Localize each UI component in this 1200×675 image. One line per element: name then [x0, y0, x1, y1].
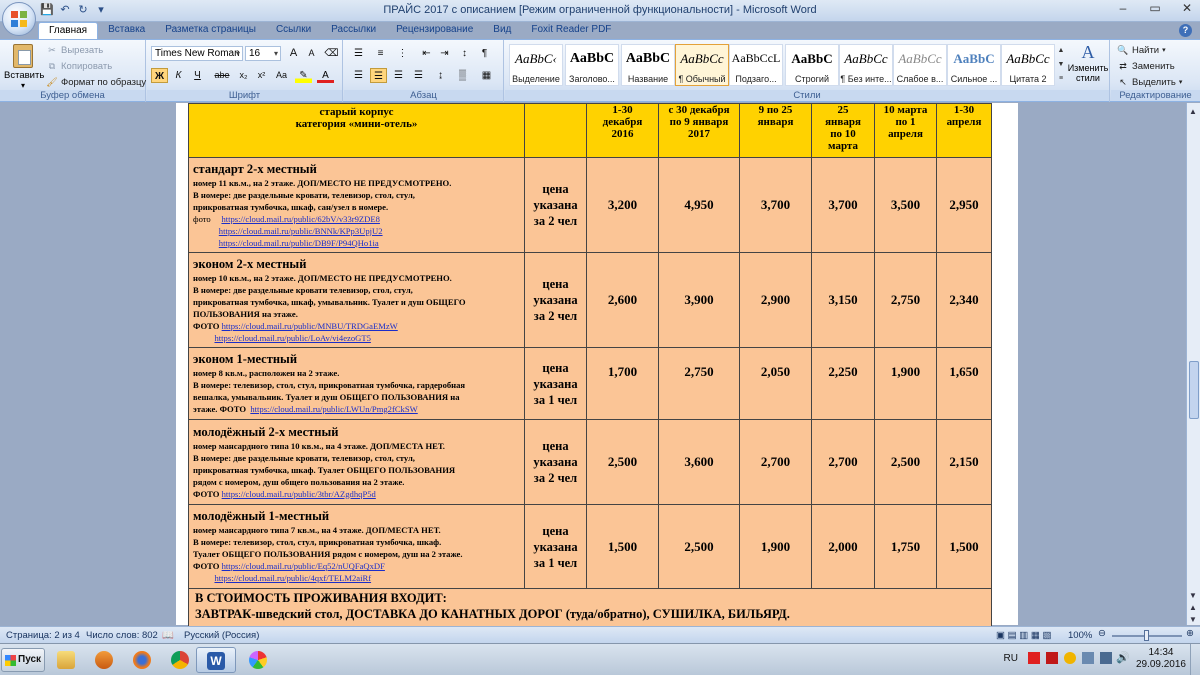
style-sample: AaBbCc: [680, 51, 724, 66]
clipboard-group-label: Буфер обмена: [0, 90, 145, 101]
start-label: Пуск: [18, 654, 42, 665]
brush-icon: 🖌: [46, 77, 58, 87]
format-painter-label: Формат по образцу: [61, 76, 147, 88]
style-sample: AaBbCc: [1006, 51, 1050, 66]
ribbon: [0, 39, 1200, 102]
price-cell: 4,950: [659, 158, 740, 253]
change-case-button[interactable]: Aa: [275, 70, 287, 80]
style-normal[interactable]: [675, 44, 729, 86]
tab-page-layout[interactable]: Разметка страницы: [165, 24, 256, 35]
window-title: ПРАЙС 2017 с описанием [Режим ограниченной функциональности] - Microsoft Word: [383, 4, 817, 16]
chrome-taskbar-button[interactable]: [162, 647, 198, 673]
foxit-tray-icon[interactable]: [1028, 652, 1040, 664]
vertical-scrollbar[interactable]: [1186, 103, 1200, 625]
change-styles-icon: A: [1081, 42, 1095, 62]
style-name: Выделение: [512, 74, 560, 84]
photo-link[interactable]: https://cloud.mail.ru/public/62bV/v33r9ZDE8: [221, 213, 380, 224]
price-cell: 2,700: [740, 420, 812, 505]
spellcheck-icon[interactable]: 📖: [162, 630, 174, 641]
price-cell: 3,500: [875, 158, 937, 253]
price-note-cell: цена указана за 2 чел: [525, 420, 587, 505]
superscript-button[interactable]: x²: [257, 70, 266, 80]
price-cell: 2,750: [659, 348, 740, 420]
binoculars-icon: 🔍: [1117, 45, 1129, 55]
firefox-icon: [133, 651, 151, 669]
room-description-cell: [189, 505, 525, 589]
window-controls: [1114, 1, 1196, 15]
tab-mailings[interactable]: Рассылки: [331, 24, 377, 35]
style-name: ¶ Обычный: [678, 74, 726, 84]
line-spacing-icon[interactable]: ↨: [438, 70, 443, 81]
ribbon-tabs: [38, 22, 621, 39]
style-sample: AaBbCcL: [731, 51, 781, 65]
shrink-font-button[interactable]: A: [308, 48, 315, 58]
customize-qat-icon[interactable]: ▾: [98, 4, 104, 16]
style-title[interactable]: [621, 44, 675, 86]
price-cell: 2,750: [875, 253, 937, 348]
styles-group-label: Стили: [505, 90, 1109, 101]
find-label: Найти: [1132, 44, 1160, 56]
price-table: [188, 103, 992, 629]
tab-home[interactable]: Главная: [38, 22, 98, 39]
style-subtle-emphasis[interactable]: [893, 44, 947, 86]
media-player-taskbar-button[interactable]: [86, 647, 122, 673]
language-indicator-tray[interactable]: RU: [1003, 653, 1018, 664]
paste-dropdown-icon[interactable]: ▾: [20, 81, 25, 90]
style-sample: AaBbC: [953, 51, 995, 66]
zoom-slider-thumb[interactable]: [1144, 630, 1149, 641]
word-icon: W: [207, 652, 225, 670]
clock-time: 14:34: [1148, 647, 1174, 658]
photo-link[interactable]: https://cloud.mail.ru/public/3tbr/AZgdhqP5d: [221, 488, 376, 499]
header-title-line2: категория «мини-отель»: [295, 118, 418, 130]
pilcrow-icon[interactable]: ¶: [481, 48, 488, 59]
price-cell: 3,700: [740, 158, 812, 253]
increase-indent-icon[interactable]: ⇥: [440, 48, 449, 59]
word-taskbar-button[interactable]: [196, 647, 236, 673]
status-bar: [0, 626, 1200, 643]
change-styles-button[interactable]: [1067, 42, 1109, 88]
decrease-indent-icon[interactable]: ⇤: [422, 48, 431, 59]
view-buttons[interactable]: ▣ ▤ ▥ ▦ ▧: [996, 630, 1052, 641]
price-cell: 2,700: [812, 420, 875, 505]
align-center-icon[interactable]: ☰: [370, 68, 387, 83]
update-tray-icon[interactable]: [1064, 652, 1076, 664]
header-period-1: 1-30 декабря 2016: [587, 104, 659, 158]
price-cell: 2,150: [937, 420, 992, 505]
copy-icon: ⧉: [48, 61, 56, 71]
price-cell: 1,900: [875, 348, 937, 420]
price-cell: 1,750: [875, 505, 937, 589]
tab-view[interactable]: Вид: [493, 24, 512, 35]
word-count[interactable]: Число слов: 802: [86, 630, 158, 641]
select-button[interactable]: ↖ Выделить ▾: [1117, 76, 1182, 88]
change-styles-label: Изменить стили: [1067, 63, 1109, 83]
paragraph-group: [344, 40, 504, 102]
style-intense-emphasis[interactable]: [947, 44, 1001, 86]
language-indicator[interactable]: Русский (Россия): [184, 630, 260, 641]
style-sample: AaBbC: [569, 51, 615, 66]
strikethrough-button[interactable]: abe: [214, 70, 230, 80]
subscript-button[interactable]: x₂: [239, 70, 248, 80]
media-player-icon: [95, 651, 113, 669]
style-quote-2[interactable]: [1001, 44, 1055, 86]
style-sample: AaBbC: [791, 51, 833, 66]
clock-date: 29.09.2016: [1135, 659, 1186, 670]
scroll-down-icon[interactable]: ▼: [1189, 591, 1197, 600]
price-cell: 2,340: [937, 253, 992, 348]
underline-button[interactable]: Ч: [194, 70, 201, 81]
office-logo-icon: [11, 11, 28, 28]
maximize-icon[interactable]: ▭: [1149, 1, 1161, 15]
paragraph-group-label: Абзац: [344, 90, 503, 101]
included-list: ЗАВТРАК-шведский стол, ДОСТАВКА ДО КАНАТНЫХ ДОРОГ (туда/обратно), СУШИЛКА, БИЛЬЯРД.: [195, 607, 790, 621]
header-period-5: 10 марта по 1 апреля: [875, 104, 937, 158]
price-cell: 2,500: [587, 420, 659, 505]
header-title-line1: старый корпус: [319, 106, 394, 118]
firefox-taskbar-button[interactable]: [124, 647, 160, 673]
page-indicator[interactable]: Страница: 2 из 4: [6, 630, 80, 641]
align-left-icon[interactable]: ☰: [354, 70, 363, 81]
room-title: молодёжный 1-местный: [193, 509, 330, 523]
price-cell: 3,150: [812, 253, 875, 348]
photo-link[interactable]: https://cloud.mail.ru/public/LoAv/vi4ezoGT5: [214, 332, 371, 343]
styles-scroll[interactable]: ▲ ▼ ≡: [1057, 47, 1065, 82]
price-cell: 2,050: [740, 348, 812, 420]
price-cell: 3,600: [659, 420, 740, 505]
scrollbar-thumb[interactable]: [1189, 361, 1199, 419]
volume-tray-icon[interactable]: 🔊: [1116, 652, 1130, 664]
paint-taskbar-button[interactable]: [240, 647, 276, 673]
price-cell: 2,500: [659, 505, 740, 589]
styles-group: [505, 40, 1110, 102]
close-icon[interactable]: ✕: [1181, 1, 1193, 15]
style-emphasis[interactable]: [509, 44, 563, 86]
room-title: эконом 1-местный: [193, 352, 298, 366]
header-period-3: 9 по 25 января: [740, 104, 812, 158]
room-description-cell: [189, 348, 525, 420]
network-tray-icon[interactable]: [1100, 652, 1112, 664]
photo-link[interactable]: https://cloud.mail.ru/public/Eq52/nUQFaQxDF: [221, 561, 385, 571]
price-cell: 2,600: [587, 253, 659, 348]
copy-button[interactable]: [46, 60, 112, 72]
price-note-cell: цена указана за 1 чел: [525, 348, 587, 420]
style-sample: AaBbC: [625, 51, 671, 66]
antivirus-tray-icon[interactable]: [1046, 652, 1058, 664]
room-title: стандарт 2-х местный: [193, 161, 317, 176]
style-sample: AaBbC‹: [515, 51, 557, 66]
table-header-row: [189, 104, 992, 158]
clock[interactable]: [1136, 647, 1186, 671]
paint-icon: [249, 651, 267, 669]
editing-group-label: Редактирование: [1111, 90, 1200, 101]
font-group: [147, 40, 343, 102]
undo-icon[interactable]: ↶: [60, 4, 70, 16]
flag-tray-icon[interactable]: [1082, 652, 1094, 664]
prev-page-icon[interactable]: ▲: [1189, 603, 1197, 612]
minimize-icon[interactable]: –: [1119, 1, 1127, 15]
save-icon[interactable]: 💾: [40, 4, 54, 16]
zoom-level[interactable]: 100%: [1068, 630, 1093, 641]
bold-button[interactable]: Ж: [151, 68, 168, 83]
replace-icon: ⇄: [1119, 61, 1127, 71]
table-row: [189, 420, 992, 505]
numbering-icon[interactable]: ≡: [377, 48, 384, 59]
replace-label: Заменить: [1132, 60, 1175, 72]
photo-link[interactable]: https://cloud.mail.ru/public/DB9F/P94QHo1ia: [218, 237, 379, 248]
chrome-icon: [171, 651, 189, 669]
photo-link[interactable]: https://cloud.mail.ru/public/MNBU/TRDGaEMzW: [221, 320, 398, 331]
photo-link[interactable]: https://cloud.mail.ru/public/4qxf/TELM2aiRf: [214, 573, 372, 583]
price-cell: 2,500: [875, 420, 937, 505]
show-desktop-button[interactable]: [1190, 644, 1200, 675]
price-cell: 2,900: [740, 253, 812, 348]
price-cell: 2,950: [937, 158, 992, 253]
tab-foxit[interactable]: Foxit Reader PDF: [531, 24, 612, 35]
grow-font-button[interactable]: A: [289, 47, 298, 59]
price-cell: 1,700: [587, 348, 659, 420]
redo-icon[interactable]: ↻: [78, 4, 88, 16]
style-strong[interactable]: [785, 44, 839, 86]
sort-icon[interactable]: ↕: [462, 48, 467, 59]
borders-icon[interactable]: ▦: [481, 70, 492, 81]
room-description-cell: [189, 158, 525, 253]
room-description: номер 11 кв.м., на 2 этаже. ДОП/МЕСТО НЕ ПРЕДУСМОТРЕНО. В номере: две раздельные кровати, телевизор, стол, стул, прикроватная тумбочка, шкаф, сан/узел в номере. фото https://cloud.mail.ru/public/62bV/v33r9ZDE8 https://cloud.mail.ru/public/BNNk/KPp3UpjU2 https://cloud.mail.ru/public/DB9F/P94QHo1ia: [193, 177, 452, 248]
font-color-icon[interactable]: A: [317, 68, 334, 83]
select-label: Выделить: [1132, 76, 1176, 88]
table-row: [189, 505, 992, 589]
clipboard-icon: [13, 44, 33, 68]
price-note-cell: цена указана за 2 чел: [525, 253, 587, 348]
room-title: молодёжный 2-х местный: [193, 424, 339, 439]
room-description: номер мансардного типа 7 кв.м., на 4 этаже. ДОП/МЕСТА НЕТ. В номере: телевизор, стол, стул, прикроватная тумбочка, шкаф. Туалет ОБЩЕГО ПОЛЬЗОВАНИЯ рядом с номером, душ на 2 этаже. ФОТО https://cloud.mail.ru/public/Eq52/nUQFaQxDF https://cloud.mail.ru/public/4qxf/TELM2aiRf: [193, 525, 463, 583]
cut-label: Вырезать: [61, 44, 104, 56]
price-cell: 2,250: [812, 348, 875, 420]
price-cell: 3,200: [587, 158, 659, 253]
clear-format-icon[interactable]: ⌫: [324, 48, 339, 59]
clipboard-group: [0, 40, 146, 102]
price-note-cell: цена указана за 2 чел: [525, 158, 587, 253]
header-empty-cell: [525, 104, 587, 158]
price-cell: 1,650: [937, 348, 992, 420]
photo-link[interactable]: https://cloud.mail.ru/public/BNNk/KPp3UpjU2: [218, 225, 383, 236]
help-icon[interactable]: ?: [1179, 24, 1192, 37]
tab-references[interactable]: Ссылки: [275, 24, 312, 35]
paste-label: Вставить: [4, 70, 45, 81]
taskbar: [0, 643, 1200, 675]
price-cell: 1,500: [937, 505, 992, 589]
table-row: [189, 158, 992, 253]
price-cell: 2,000: [812, 505, 875, 589]
font-size-combo[interactable]: 16 ▾: [245, 46, 281, 61]
price-cell: 1,500: [587, 505, 659, 589]
style-name: Подзаго...: [735, 74, 777, 84]
tab-insert[interactable]: Вставка: [108, 24, 146, 35]
table-row: [189, 348, 992, 420]
folder-icon: [57, 651, 75, 669]
replace-button[interactable]: [1117, 60, 1175, 72]
justify-icon[interactable]: ☰: [414, 70, 423, 81]
copy-label: Копировать: [61, 60, 113, 72]
style-sample: AaBbCc: [898, 51, 942, 66]
next-page-icon[interactable]: ▼: [1189, 615, 1197, 624]
title-bar: [0, 0, 1200, 22]
style-name: Сильное ...: [950, 74, 998, 84]
price-cell: 3,700: [812, 158, 875, 253]
style-sample: AaBbCc: [844, 51, 888, 66]
highlight-icon[interactable]: ✎: [295, 68, 312, 83]
explorer-taskbar-button[interactable]: [48, 647, 84, 673]
shading-icon[interactable]: ▒: [458, 70, 467, 81]
header-period-4: 25 января по 10 марта: [812, 104, 875, 158]
table-footer-row: [189, 589, 992, 629]
bullets-icon[interactable]: ☰: [354, 48, 363, 59]
font-group-label: Шрифт: [147, 90, 342, 101]
room-description-cell: [189, 253, 525, 348]
photo-link[interactable]: https://cloud.mail.ru/public/LWUn/Pmg2fCkSW: [250, 404, 418, 414]
room-description: номер 8 кв.м., расположен на 2 этаже. В номере: телевизор, стол, стул, прикроватная тумбочка, гардеробная вешалка, умывальник. Туалет и душ ОБЩЕГО ПОЛЬЗОВАНИЯ на этаже. ФОТО https://cloud.mail.ru/public/LWUn/Pmg2fCkSW: [193, 368, 466, 414]
included-heading: В СТОИМОСТЬ ПРОЖИВАНИЯ ВХОДИТ:: [195, 591, 447, 605]
multilevel-list-icon[interactable]: ⋮: [397, 48, 408, 59]
zoom-out-icon[interactable]: ⊖: [1098, 628, 1106, 639]
price-cell: 1,900: [740, 505, 812, 589]
font-name-combo[interactable]: Times New Roman ▾: [151, 46, 243, 61]
align-right-icon[interactable]: ☰: [394, 70, 403, 81]
header-title-cell: [189, 104, 525, 158]
style-name: Строгий: [795, 74, 829, 84]
room-description-cell: [189, 420, 525, 505]
header-period-6: 1-30 апреля: [937, 104, 992, 158]
cut-button[interactable]: [46, 44, 103, 56]
style-name: Цитата 2: [1009, 74, 1047, 84]
price-note-cell: цена указана за 1 чел: [525, 505, 587, 589]
start-button[interactable]: [1, 648, 45, 672]
style-name: ¶ Без инте...: [840, 74, 892, 84]
header-period-2: с 30 декабря по 9 января 2017: [659, 104, 740, 158]
room-description: номер мансардного типа 10 кв.м., на 4 этаже. ДОП/МЕСТА НЕТ. В номере: две раздельные кровати, телевизор, стол, стул, прикроватная тумбочка, шкаф. Туалет ОБЩЕГО ПОЛЬЗОВАНИЯ рядом с номером, душ общего пользования на 2 этаже. ФОТО https://cloud.mail.ru/public/3tbr/AZgdhqP5d: [193, 440, 456, 499]
style-name: Заголово...: [569, 74, 615, 84]
style-name: Название: [627, 74, 669, 84]
room-description: номер 10 кв.м., на 2 этаже. ДОП/МЕСТО НЕ ПРЕДУСМОТРЕНО. В номере: две раздельные кровати телевизор, стол, стул, прикроватная тумбочка, шкаф, умывальник. Туалет и душ ОБЩЕГО ПОЛЬЗОВАНИЯ на этаже. ФОТО https://cloud.mail.ru/public/MNBU/TRDGaEMzW https://cloud.mail.ru/public/LoAv/vi4ezoGT5: [193, 272, 466, 343]
editing-group: [1111, 40, 1200, 102]
office-button[interactable]: [2, 2, 36, 36]
format-painter-button[interactable]: [46, 76, 146, 88]
style-heading[interactable]: [565, 44, 619, 86]
paste-button[interactable]: [4, 42, 45, 90]
style-subtitle[interactable]: [729, 44, 783, 86]
included-services-cell: [189, 589, 992, 629]
tab-review[interactable]: Рецензирование: [396, 24, 474, 35]
room-title: эконом 2-х местный: [193, 256, 307, 271]
italic-button[interactable]: К: [175, 70, 182, 81]
scroll-up-icon[interactable]: ▲: [1189, 107, 1197, 116]
cursor-icon: ↖: [1119, 77, 1127, 87]
style-no-spacing[interactable]: [839, 44, 893, 86]
style-name: Слабое в...: [896, 74, 944, 84]
zoom-in-icon[interactable]: ⊕: [1186, 628, 1194, 639]
table-row: [189, 253, 992, 348]
price-cell: 3,900: [659, 253, 740, 348]
windows-logo-icon: [5, 655, 16, 666]
scissors-icon: ✂: [48, 45, 56, 55]
find-button[interactable]: 🔍 Найти ▾: [1117, 44, 1166, 56]
